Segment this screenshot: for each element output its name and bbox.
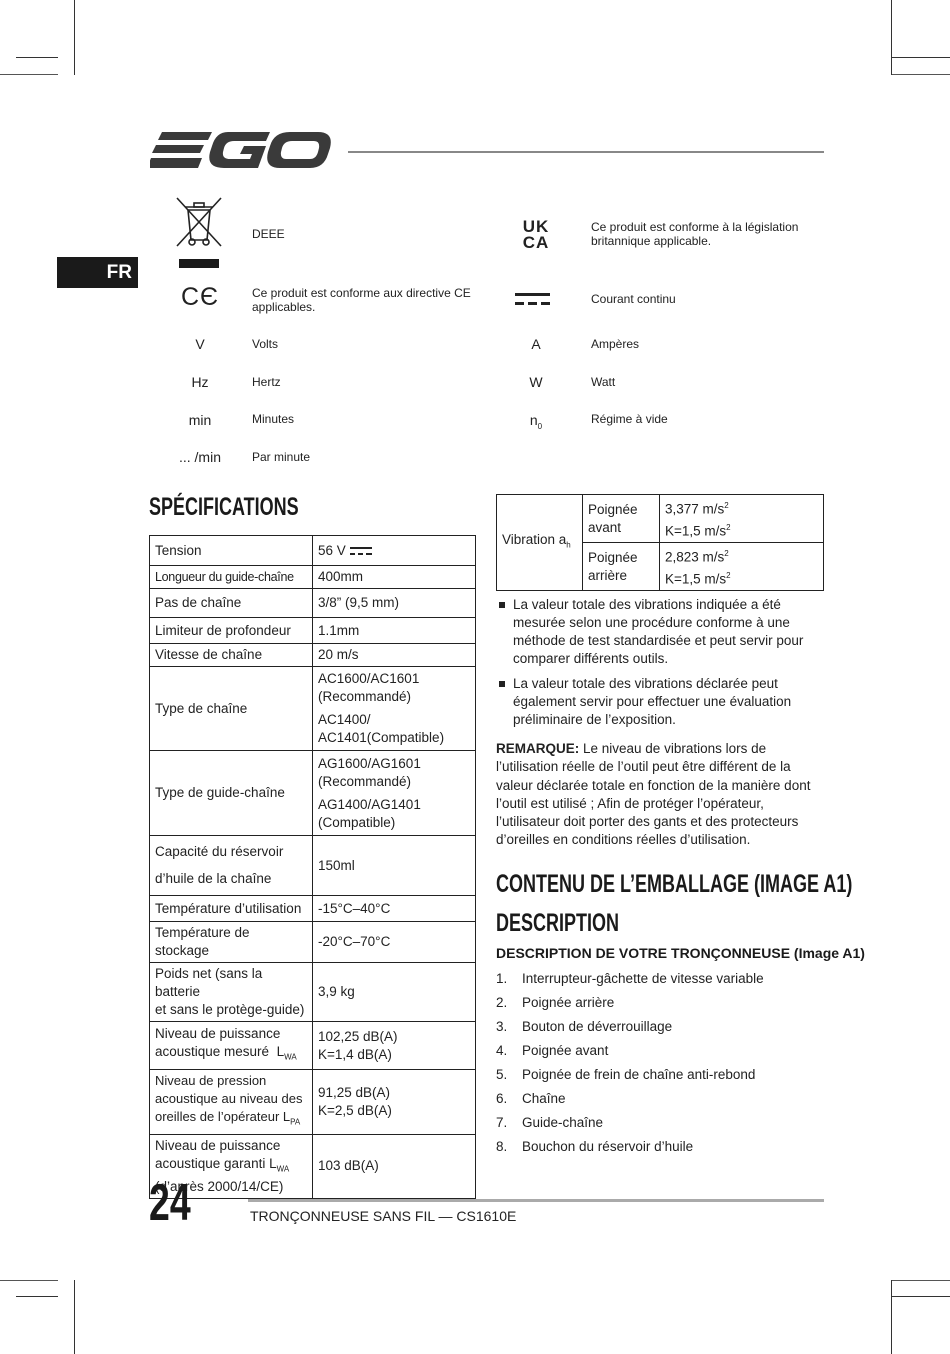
- spec-key-text: acoustique garanti L: [155, 1155, 277, 1171]
- spec-key-line: acoustique au niveau des: [155, 1091, 303, 1106]
- vibration-value-text: 3,377 m/s: [665, 501, 725, 517]
- bullet-text: La valeur totale des vibrations déclarée peut également servir pour effectuer une évaluation préliminaire de l’exposition.: [513, 676, 792, 727]
- symbol-desc-weee: DEEE: [252, 227, 285, 241]
- footer-title: TRONÇONNEUSE SANS FIL — CS1610E: [250, 1208, 517, 1224]
- spec-key-sub: PA: [290, 1117, 301, 1127]
- description-heading: DESCRIPTION: [496, 909, 620, 937]
- spec-key-sub: WA: [284, 1052, 297, 1062]
- vibration-label: [497, 495, 583, 591]
- ce-mark-icon: CЄ: [180, 283, 220, 311]
- vibration-value-sup: 2: [726, 570, 731, 580]
- spec-value: 3/8” (9,5 mm): [313, 589, 476, 618]
- spec-value-line: (Recommandé): [318, 689, 412, 704]
- vibration-value: [660, 495, 824, 543]
- crop-mark: [892, 1296, 950, 1297]
- bullet-square-icon: [499, 681, 505, 687]
- spec-value: [313, 536, 476, 566]
- specifications-table: [149, 535, 476, 1199]
- spec-value: [313, 667, 476, 751]
- list-item-number: 8.: [496, 1139, 508, 1154]
- list-item-text: Bouton de déverrouillage: [522, 1019, 673, 1034]
- spec-key: Limiteur de profondeur: [150, 618, 313, 644]
- spec-value-line: AG1400/AG1401: [318, 796, 421, 812]
- spec-value-line: AG1600/AG1601: [318, 755, 421, 771]
- spec-key: Type de chaîne: [150, 667, 313, 751]
- symbol-desc-dc: Courant continu: [591, 292, 676, 306]
- crop-mark: [74, 1280, 75, 1354]
- vibration-value-text: K=1,5 m/s: [665, 571, 727, 586]
- list-item-number: 1.: [496, 971, 508, 986]
- vibration-handle-line: arrière: [588, 567, 628, 583]
- crop-mark: [16, 57, 58, 58]
- list-item-text: Poignée arrière: [522, 995, 615, 1010]
- vibration-value-sup: 2: [724, 501, 729, 510]
- spec-value: [313, 1022, 476, 1070]
- vibration-value-sup: 2: [724, 549, 729, 558]
- spec-key: Température de stockage: [150, 922, 313, 963]
- crop-mark: [0, 1280, 58, 1281]
- table-row: [150, 1070, 476, 1135]
- table-row: [150, 836, 476, 896]
- crop-mark: [892, 57, 950, 58]
- spec-value: 400mm: [313, 566, 476, 589]
- vibration-value-line: [665, 567, 818, 589]
- ego-logo: [150, 128, 332, 172]
- spec-key-text: acoustique mesuré L: [155, 1043, 285, 1059]
- symbol-desc-v: Volts: [252, 337, 279, 351]
- remark-paragraph: [496, 740, 826, 850]
- vibration-value-sup: 2: [726, 522, 731, 532]
- ukca-mark-icon: [519, 219, 553, 251]
- list-item-text: Interrupteur-gâchette de vitesse variable: [522, 971, 764, 986]
- language-tab: FR: [57, 257, 138, 288]
- symbol-n0-letter: n: [529, 412, 538, 428]
- remark-label: REMARQUE:: [496, 741, 580, 756]
- spec-key-line: Poids net (sans la batterie: [155, 966, 263, 999]
- symbol-per-min: ... /min: [178, 449, 221, 465]
- spec-value-line: AC1400/: [318, 712, 371, 727]
- spec-value-line: 102,25 dB(A): [318, 1028, 398, 1044]
- spec-value: 1.1mm: [313, 618, 476, 644]
- symbol-w: W: [529, 374, 543, 390]
- symbol-v: V: [195, 336, 205, 352]
- spec-key: Température d’utilisation: [150, 896, 313, 922]
- spec-value-text: 56 V: [318, 542, 346, 558]
- vibration-value-line: [665, 545, 818, 567]
- spec-key-text: oreilles de l’opérateur L: [155, 1109, 291, 1124]
- parts-list: [496, 970, 826, 1160]
- crop-mark: [16, 1296, 58, 1297]
- specifications-heading: SPÉCIFICATIONS: [149, 493, 299, 521]
- page-number: 24: [149, 1174, 191, 1232]
- spec-value: 103 dB(A): [313, 1134, 476, 1199]
- crop-mark: [74, 0, 75, 75]
- direct-current-icon: [350, 546, 372, 556]
- package-contents-heading: CONTENU DE L’EMBALLAGE (IMAGE A1): [496, 870, 853, 898]
- weee-bar: [179, 259, 219, 268]
- vibration-handle-line: Poignée: [588, 501, 638, 517]
- spec-key: [150, 836, 313, 896]
- table-row: [150, 1134, 476, 1199]
- direct-current-icon: [515, 292, 551, 306]
- spec-value-line: (Compatible): [318, 814, 396, 830]
- spec-key: [150, 963, 313, 1022]
- crop-mark: [892, 1280, 950, 1281]
- list-item-number: 5.: [496, 1067, 508, 1082]
- vibration-table: [496, 494, 824, 591]
- symbol-n0-sub: 0: [537, 421, 543, 431]
- spec-key: Tension: [150, 536, 313, 566]
- symbol-hz: Hz: [191, 374, 209, 390]
- spec-key-line: Capacité du réservoir: [155, 844, 284, 859]
- spec-value-line: (Recommandé): [318, 773, 412, 789]
- ukca-mark-bottom: CA: [522, 233, 550, 252]
- spec-value: -15°C–40°C: [313, 896, 476, 922]
- table-row: [150, 922, 476, 963]
- bullet-item: [496, 675, 826, 729]
- list-item-text: Bouchon du réservoir d’huile: [522, 1139, 694, 1154]
- vibration-value-line: [665, 519, 818, 541]
- spec-key-line: [155, 1043, 307, 1067]
- spec-value-line: AC1600/AC1601: [318, 671, 420, 686]
- spec-value: 150ml: [313, 836, 476, 896]
- spec-key-sub: WA: [276, 1164, 290, 1174]
- crop-mark: [891, 1280, 892, 1354]
- table-row: [150, 618, 476, 644]
- spec-key-line: Niveau de puissance: [155, 1137, 281, 1153]
- symbol-desc-w: Watt: [591, 375, 616, 389]
- spec-value: 20 m/s: [313, 644, 476, 667]
- table-row: [150, 589, 476, 618]
- spec-key-line: (d’après 2000/14/CE): [155, 1179, 284, 1195]
- list-item-text: Poignée de frein de chaîne anti-rebond: [522, 1067, 756, 1082]
- spec-value-line: AC1401(Compatible): [318, 730, 445, 745]
- table-row: [150, 751, 476, 836]
- table-row: [150, 1022, 476, 1070]
- vibration-value-text: K=1,5 m/s: [665, 523, 727, 538]
- symbol-a: A: [531, 336, 541, 352]
- spec-value-line: K=2,5 dB(A): [318, 1102, 392, 1118]
- spec-key: Longueur du guide-chaîne: [150, 566, 313, 589]
- spec-key: [150, 1070, 313, 1135]
- spec-key: Vitesse de chaîne: [150, 644, 313, 667]
- symbol-desc-ukca: Ce produit est conforme à la législation britannique applicable.: [591, 220, 799, 248]
- list-item-number: 7.: [496, 1115, 508, 1130]
- vibration-value: [660, 543, 824, 591]
- symbol-desc-min: Minutes: [252, 412, 295, 426]
- spec-value-line: K=1,4 dB(A): [318, 1046, 392, 1062]
- spec-key: Pas de chaîne: [150, 589, 313, 618]
- header-rule: [348, 151, 824, 153]
- list-item-text: Poignée avant: [522, 1043, 609, 1058]
- list-item-text: Guide-chaîne: [522, 1115, 604, 1130]
- spec-value-line: 91,25 dB(A): [318, 1084, 391, 1100]
- bullet-item: [496, 596, 826, 668]
- table-row: [150, 667, 476, 751]
- symbol-desc-ce: Ce produit est conforme aux directive CE applicables.: [252, 286, 471, 314]
- crop-mark: [892, 74, 950, 75]
- list-item-text: Chaîne: [522, 1091, 566, 1106]
- crop-mark: [0, 74, 58, 75]
- table-row: [497, 495, 824, 543]
- weee-bin-icon: [175, 196, 223, 250]
- vibration-value-text: 2,823 m/s: [665, 549, 725, 565]
- spec-value: 3,9 kg: [313, 963, 476, 1022]
- spec-key-line: Niveau de pression: [155, 1073, 267, 1088]
- list-item-number: 4.: [496, 1043, 508, 1058]
- spec-value: -20°C–70°C: [313, 922, 476, 963]
- bullet-square-icon: [499, 602, 505, 608]
- spec-key: Type de guide-chaîne: [150, 751, 313, 836]
- list-item-number: 2.: [496, 995, 508, 1010]
- remark-text: Le niveau de vibrations lors de l’utilisation réelle de l’outil peut être différent de la valeur déclarée totale en fonction de la manière dont l’outil est utilisé ; Afin de protéger l’opérateur, l’utilisateur doit porter des gants et des protecteurs d’oreilles en conditions réelles d’utilisation.: [496, 741, 811, 848]
- crop-mark: [891, 0, 892, 75]
- spec-key: [150, 1022, 313, 1070]
- spec-key-line: Niveau de puissance: [155, 1025, 281, 1041]
- bullet-text: La valeur totale des vibrations indiquée a été mesurée selon une procédure conforme à une méthode de test standardisée et peut servir pour comparer différents outils.: [513, 597, 804, 666]
- description-subheading: DESCRIPTION DE VOTRE TRONÇONNEUSE (Image A1): [496, 945, 865, 961]
- symbol-desc-a: Ampères: [591, 337, 640, 351]
- table-row: [150, 963, 476, 1022]
- symbol-min: min: [188, 412, 212, 428]
- symbol-desc-hz: Hertz: [252, 375, 281, 389]
- spec-key-line: et sans le protège-guide): [155, 1002, 305, 1017]
- ukca-mark-top: UK: [522, 217, 550, 236]
- symbol-n0: [496, 412, 576, 431]
- vibration-handle: [583, 495, 660, 543]
- vibration-label-text: Vibration a: [502, 531, 567, 547]
- symbol-desc-n0: Régime à vide: [591, 412, 668, 426]
- spec-key-line: d’huile de la chaîne: [155, 871, 272, 886]
- list-item-number: 6.: [496, 1091, 508, 1106]
- table-row: [150, 644, 476, 667]
- vibration-handle-line: avant: [588, 519, 622, 535]
- vibration-handle: [583, 543, 660, 591]
- vibration-handle-line: Poignée: [588, 549, 638, 565]
- spec-key-line: [155, 1108, 307, 1132]
- footer-rule: [248, 1199, 824, 1202]
- table-row: [150, 896, 476, 922]
- spec-value: [313, 1070, 476, 1135]
- symbol-desc-per-min: Par minute: [252, 450, 311, 464]
- vibration-label-sub: h: [566, 540, 571, 550]
- table-row: [150, 536, 476, 566]
- spec-value: [313, 751, 476, 836]
- vibration-value-line: [665, 497, 818, 519]
- table-row: [150, 566, 476, 589]
- list-item-number: 3.: [496, 1019, 508, 1034]
